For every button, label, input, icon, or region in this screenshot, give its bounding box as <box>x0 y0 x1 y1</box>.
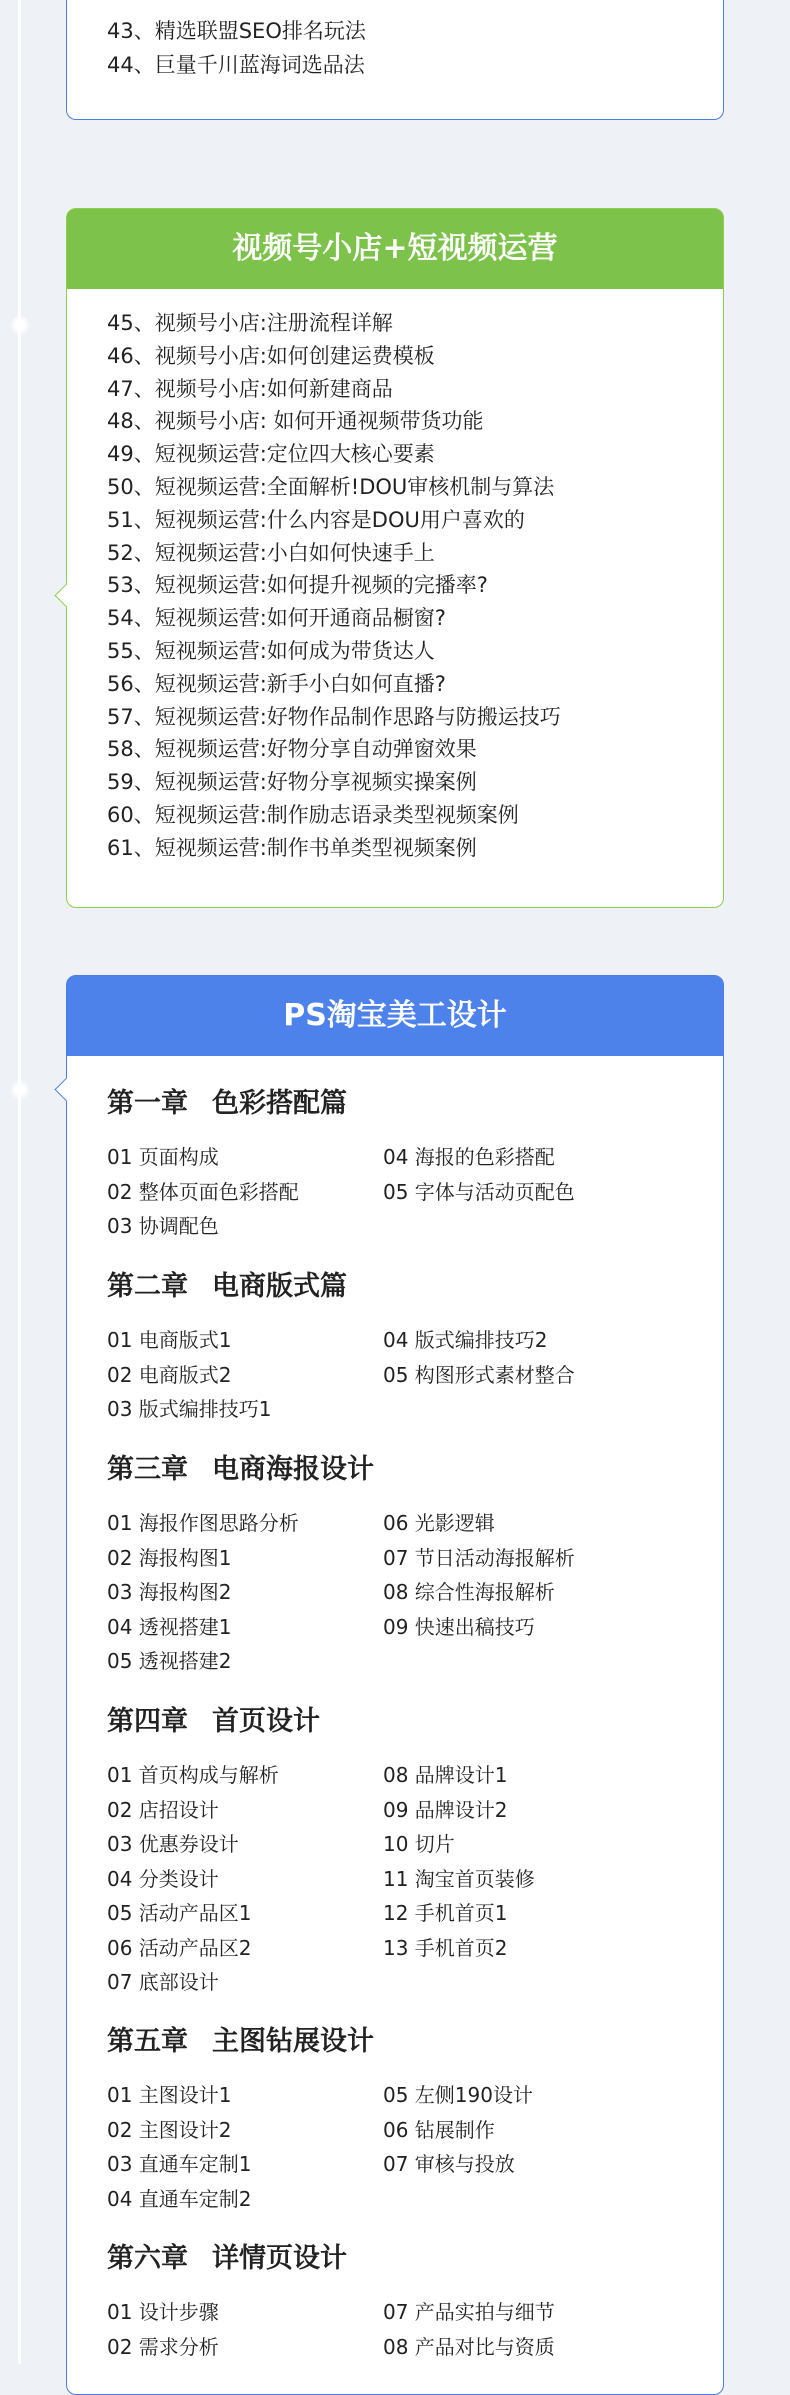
chapter-1 <box>107 1086 707 1244</box>
lesson-item: 02 需求分析 <box>107 2334 219 2359</box>
lesson-item: 03 直通车定制1 <box>107 2152 252 2176</box>
lesson-item: 07 产品实拍与细节 <box>383 2300 555 2324</box>
lesson-item: 07 审核与投放 <box>383 2152 515 2176</box>
list-item: 46、视频号小店:如何创建运费模板 <box>107 343 435 368</box>
lesson-item: 03 协调配色 <box>107 1214 219 1238</box>
lesson-item: 05 左侧190设计 <box>383 2083 533 2107</box>
lesson-item: 03 版式编排技巧1 <box>107 1397 272 1421</box>
list-item: 60、短视频运营:制作励志语录类型视频案例 <box>107 802 519 827</box>
lesson-item: 05 活动产品区1 <box>107 1901 252 1925</box>
card-pointer <box>54 1077 78 1101</box>
lesson-item: 02 店招设计 <box>107 1797 219 1822</box>
list-item: 61、短视频运营:制作书单类型视频案例 <box>107 835 477 860</box>
list-item: 51、短视频运营:什么内容是DOU用户喜欢的 <box>107 507 525 532</box>
course-card-partial <box>66 0 724 120</box>
lesson-item: 08 综合性海报解析 <box>383 1580 555 1604</box>
chapter-title: 第三章 电商海报设计 <box>107 1454 374 1485</box>
list-item: 57、短视频运营:好物作品制作思路与防搬运技巧 <box>107 704 561 729</box>
chapter-5 <box>107 2024 707 2216</box>
list-item: 44、巨量千川蓝海词选品法 <box>107 53 365 77</box>
lesson-item: 04 透视搭建1 <box>107 1614 232 1639</box>
lesson-item: 09 品牌设计2 <box>383 1797 508 1822</box>
list-item: 56、短视频运营:新手小白如何直播? <box>107 671 446 696</box>
course-card-video-shop <box>66 208 724 908</box>
card-pointer <box>54 583 78 607</box>
lesson-item: 04 分类设计 <box>107 1866 219 1891</box>
lesson-item: 02 海报构图1 <box>107 1545 232 1570</box>
lesson-item: 12 手机首页1 <box>383 1901 508 1925</box>
lesson-list <box>107 307 561 865</box>
lesson-item: 06 活动产品区2 <box>107 1935 252 1960</box>
list-item: 53、短视频运营:如何提升视频的完播率? <box>107 573 488 598</box>
chapter-title: 第一章 色彩搭配篇 <box>107 1088 347 1119</box>
lesson-item: 02 电商版式2 <box>107 1362 232 1387</box>
list-item: 59、短视频运营:好物分享视频实操案例 <box>107 770 477 795</box>
chapter-title: 第四章 首页设计 <box>107 1706 320 1737</box>
lesson-item: 06 钻展制作 <box>383 2117 495 2142</box>
chapter-lessons <box>107 1506 707 1679</box>
lesson-item: 01 设计步骤 <box>107 2300 219 2324</box>
lesson-item: 08 产品对比与资质 <box>383 2334 555 2359</box>
list-item: 45、视频号小店:注册流程详解 <box>107 311 393 335</box>
lesson-item: 10 切片 <box>383 1832 455 1856</box>
chapter-2 <box>107 1269 707 1427</box>
lesson-item: 03 优惠券设计 <box>107 1832 239 1856</box>
lesson-item: 01 海报作图思路分析 <box>107 1511 299 1535</box>
list-item: 52、短视频运营:小白如何快速手上 <box>107 540 435 565</box>
list-item: 58、短视频运营:好物分享自动弹窗效果 <box>107 737 477 762</box>
lesson-item: 01 页面构成 <box>107 1145 219 1169</box>
card-title: PS淘宝美工设计 <box>67 976 723 1056</box>
list-item: 55、短视频运营:如何成为带货达人 <box>107 638 435 663</box>
lesson-item: 06 光影逻辑 <box>383 1511 495 1535</box>
list-item: 49、短视频运营:定位四大核心要素 <box>107 442 435 467</box>
lesson-item: 02 整体页面色彩搭配 <box>107 1179 299 1204</box>
lesson-item: 11 淘宝首页装修 <box>383 1866 535 1891</box>
timeline-dot <box>10 315 30 335</box>
list-item: 54、短视频运营:如何开通商品橱窗? <box>107 606 446 631</box>
lesson-item: 09 快速出稿技巧 <box>383 1614 535 1639</box>
list-item: 48、视频号小店: 如何开通视频带货功能 <box>107 409 484 434</box>
list-item: 50、短视频运营:全面解析!DOU审核机制与算法 <box>107 474 555 499</box>
chapter-lessons <box>107 1758 707 2000</box>
lesson-item: 04 直通车定制2 <box>107 2186 252 2211</box>
chapter-lessons <box>107 2295 707 2364</box>
lesson-item: 08 品牌设计1 <box>383 1763 508 1787</box>
lesson-item: 13 手机首页2 <box>383 1935 508 1960</box>
chapter-4 <box>107 1704 707 2000</box>
card-title: 视频号小店+短视频运营 <box>67 209 723 289</box>
lesson-item: 01 首页构成与解析 <box>107 1763 279 1787</box>
lesson-item: 02 主图设计2 <box>107 2117 232 2142</box>
lesson-item: 07 节日活动海报解析 <box>383 1545 575 1570</box>
chapter-lessons <box>107 1323 707 1427</box>
chapter-title: 第六章 详情页设计 <box>107 2243 347 2274</box>
lesson-item: 05 字体与活动页配色 <box>383 1179 575 1204</box>
chapter-lessons <box>107 2078 707 2216</box>
lesson-item: 03 海报构图2 <box>107 1580 232 1604</box>
list-item: 43、精选联盟SEO排名玩法 <box>107 19 366 43</box>
chapter-lessons <box>107 1140 707 1244</box>
lesson-item: 04 版式编排技巧2 <box>383 1328 548 1352</box>
chapter-title: 第五章 主图钻展设计 <box>107 2026 374 2057</box>
lesson-item: 04 海报的色彩搭配 <box>383 1145 555 1169</box>
timeline-dot <box>10 1080 30 1100</box>
chapter-3 <box>107 1452 707 1679</box>
list-item: 47、视频号小店:如何新建商品 <box>107 376 393 401</box>
chapter-title: 第二章 电商版式篇 <box>107 1271 347 1302</box>
lesson-item: 01 电商版式1 <box>107 1328 232 1352</box>
lesson-item: 05 透视搭建2 <box>107 1649 232 1673</box>
lesson-item: 07 底部设计 <box>107 1970 219 1994</box>
lesson-item: 01 主图设计1 <box>107 2083 232 2107</box>
timeline-line <box>18 0 21 2364</box>
course-card-ps-design <box>66 975 724 2395</box>
chapter-6 <box>107 2241 707 2364</box>
lesson-item: 05 构图形式素材整合 <box>383 1362 575 1387</box>
